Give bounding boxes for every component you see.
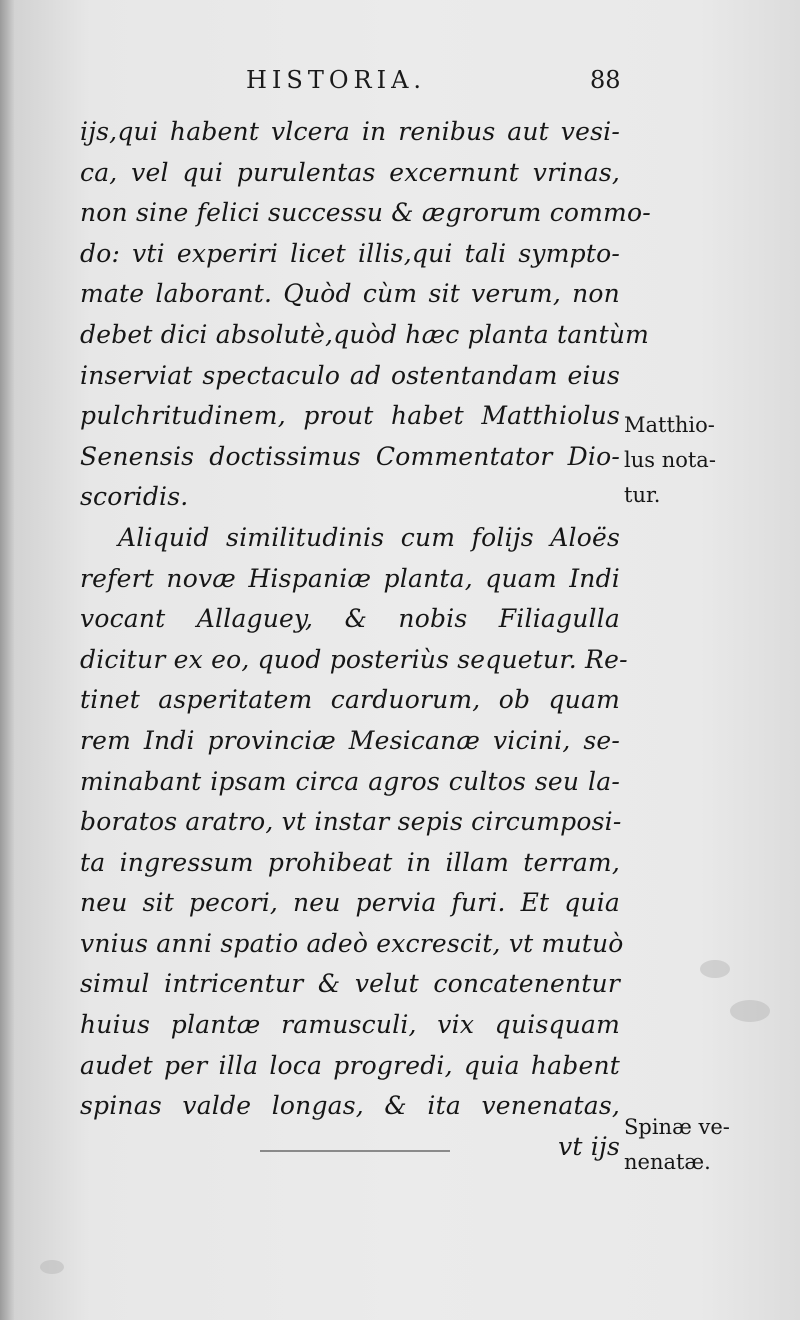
text-line: mate laborant. Quòd cùm sit verum, non [80, 279, 620, 309]
text-line: rem Indi provinciæ Mesicanæ vicini, se- [80, 725, 620, 755]
running-head-title: HISTORIA. [246, 66, 427, 94]
text-line: Senensis doctissimus Commentator Dio- [80, 441, 620, 471]
margin-note-spinae [624, 1110, 774, 1180]
paragraph-first-line: Aliquid similitudinis cum folijs Aloës [118, 522, 620, 552]
text-line: spinas valde longas, & ita venenatas, [80, 1091, 620, 1121]
text-line: simul intricentur & velut concatenentur [80, 969, 620, 999]
margin-note-line: nenatæ. [624, 1150, 711, 1174]
text-line: pulchritudinem, prout habet Matthiolus [80, 401, 620, 431]
margin-note-line: lus nota- [624, 448, 716, 472]
text-line: refert novæ Hispaniæ planta, quam Indi [80, 563, 620, 593]
running-head [0, 66, 800, 102]
text-line: vnius anni spatio adeò excrescit, vt mutuò [80, 928, 624, 958]
paper-speck [730, 1000, 770, 1022]
text-line: ijs,qui habent vlcera in renibus aut vesi- [80, 117, 620, 146]
underline-stroke [260, 1150, 450, 1152]
text-line: audet per illa loca progredi, quia habent [80, 1050, 620, 1080]
text-line: dicitur ex eo, quod posteriùs sequetur. Re- [80, 644, 628, 674]
margin-note-line: Spinæ ve- [624, 1115, 730, 1139]
text-line: huius plantæ ramusculi, vix quisquam [80, 1010, 620, 1040]
text-line: debet dici absolutè,quòd hæc planta tantùm [80, 319, 650, 349]
text-line: ta ingressum prohibeat in illam terram, [80, 847, 620, 877]
margin-note-matthiolus [624, 408, 774, 513]
text-line: scoridis. [80, 482, 189, 512]
text-line: tinet asperitatem carduorum, ob quam [80, 685, 620, 715]
text-line: inserviat spectaculo ad ostentandam eius [80, 360, 620, 390]
text-line: vocant Allaguey, & nobis Filiagulla [80, 604, 620, 634]
paper-speck [700, 960, 730, 978]
paper-speck [40, 1260, 64, 1274]
text-line: non sine felici successu & ægrorum commo- [80, 198, 651, 228]
page-binding-edge [0, 0, 14, 1320]
text-line: ca, vel qui purulentas excernunt vrinas, [80, 157, 620, 187]
text-line: neu sit pecori, neu pervia furi. Et quia [80, 888, 620, 918]
page-number: 88 [590, 66, 621, 94]
margin-note-line: Matthio- [624, 413, 715, 437]
body-text [80, 112, 651, 1167]
text-line: minabant ipsam circa agros cultos seu la- [80, 766, 620, 796]
text-line: boratos aratro, vt instar sepis circumposi- [80, 807, 622, 837]
text-line: do: vti experiri licet illis,qui tali sympto- [80, 238, 620, 268]
catchword-line: vt ijs [558, 1131, 620, 1161]
margin-note-line: tur. [624, 483, 661, 507]
